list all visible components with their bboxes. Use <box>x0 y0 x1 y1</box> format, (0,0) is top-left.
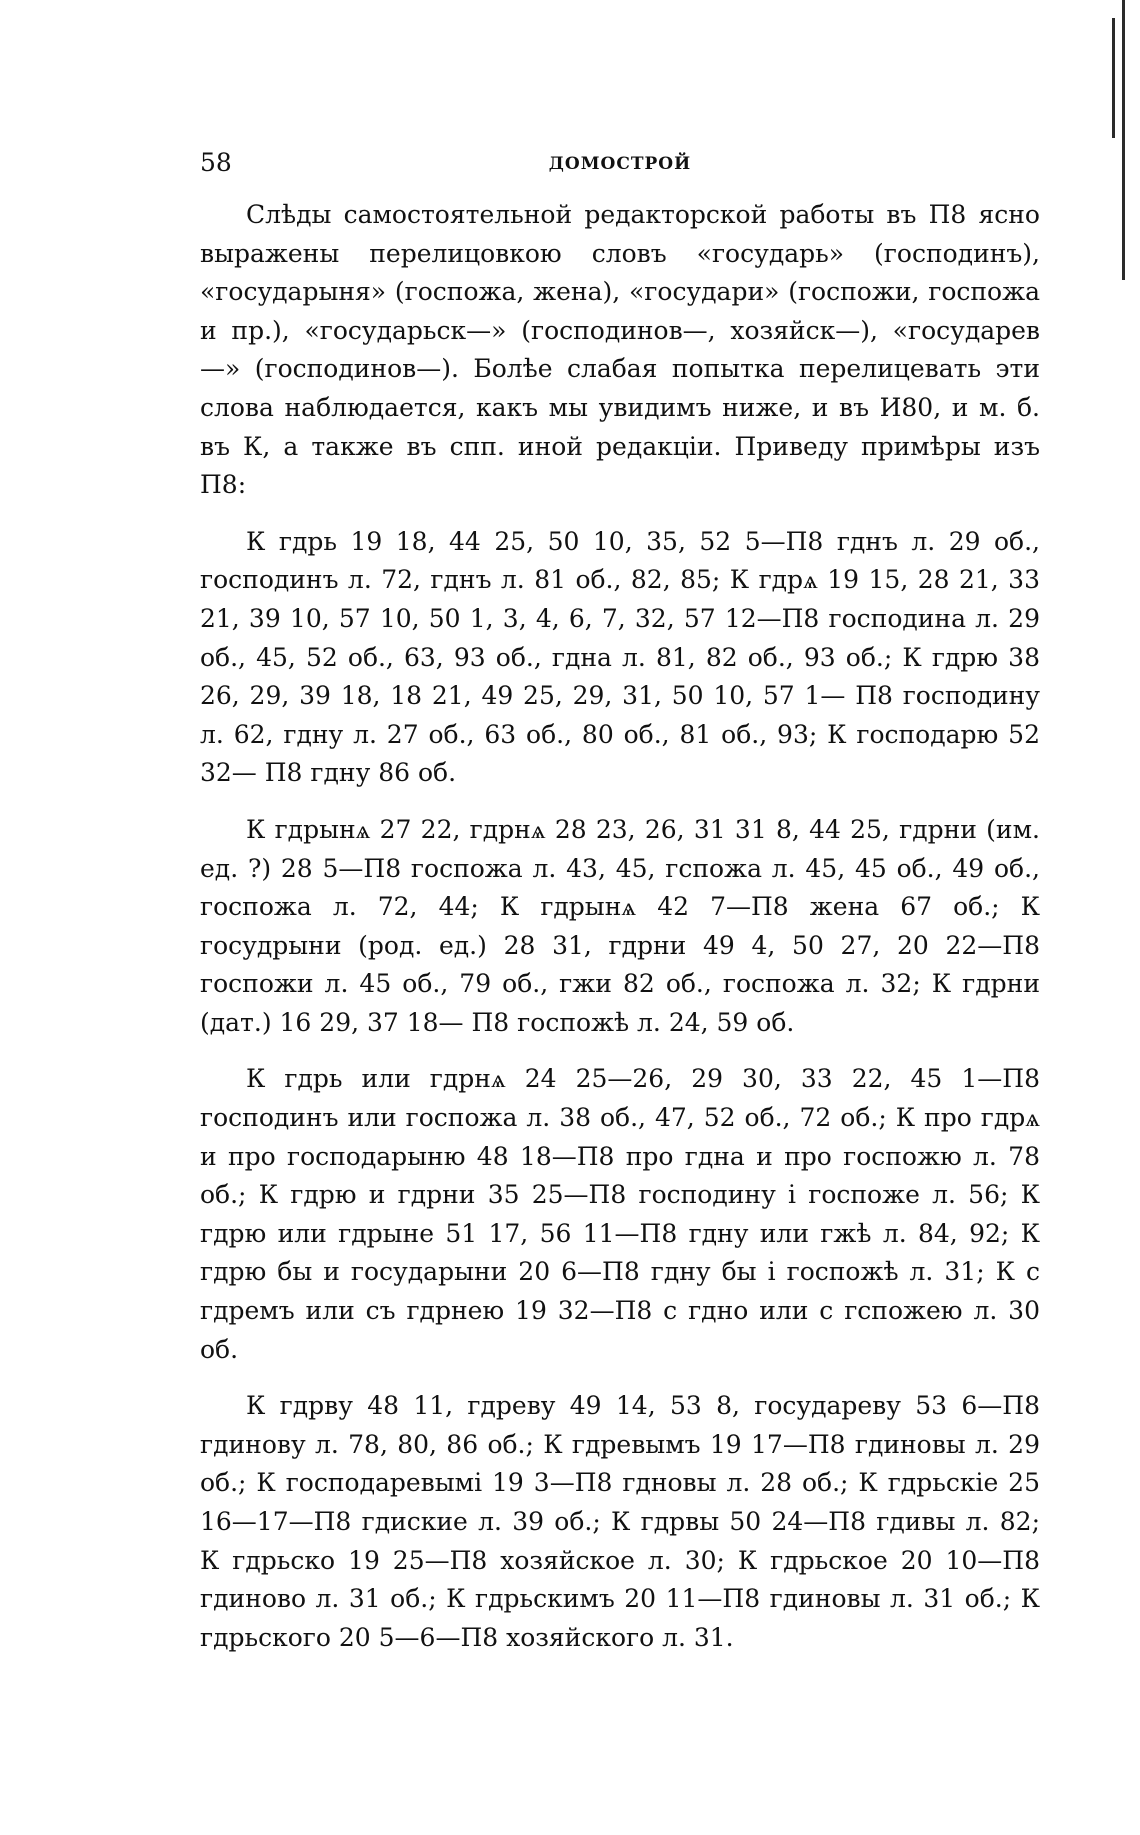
paragraph: К гдрынѧ 27 22, гдрнѧ 28 23, 26, 31 31 8, 44 25, гдрни (им. ед. ?) 28 5—П8 госпожа л. 43, 45, гспожа л. 45, 45 об., 49 об., госпожа л. 72, 44; К гдрынѧ 42 7—П8 жена 67 об.; К госудрыни (род. ед.) 28 31, гдрни 49 4, 50 27, 20 22—П8 госпожи л. 45 об., 79 об., гжи 82 об., госпожа л. 32; К гдрни (дат.) 16 29, 37 18— П8 госпожѣ л. 24, 59 об. <box>200 814 1040 1037</box>
page-number: 58 <box>200 148 232 177</box>
paragraph: К гдрь 19 18, 44 25, 50 10, 35, 52 5—П8 гднъ л. 29 об., господинъ л. 72, гднъ л. 81 об., 82, 85; К гдрѧ 19 15, 28 21, 33 21, 39 10, 57 10, 50 1, 3, 4, 6, 7, 32, 57 12—П8 господина л. 29 об., 45, 52 об., 63, 93 об., гдна л. 81, 82 об., 93 об.; К гдрю 38 26, 29, 39 18, 18 21, 49 25, 29, 31, 50 10, 57 1— П8 господину л. 62, гдну л. 27 об., 63 об., 80 об., 81 об., 93; К господарю 52 32— П8 гдну 86 об. <box>200 526 1040 788</box>
paragraph: К гдрь или гдрнѧ 24 25—26, 29 30, 33 22, 45 1—П8 господинъ или госпожа л. 38 об., 47, 52 об., 72 об.; К про гдрѧ и про господарыню 48 18—П8 про гдна и про госпожю л. 78 об.; К гдрю и гдрни 35 25—П8 господину і госпоже л. 56; К гдрю или гдрыне 51 17, 56 11—П8 гдну или гжѣ л. 84, 92; К гдрю бы и государыни 20 6—П8 гдну бы і госпожѣ л. 31; К с гдремъ или съ гдрнею 19 32—П8 с гдно или с гспожею л. 30 об. <box>200 1064 1040 1364</box>
running-title: ДОМОСТРОЙ <box>548 154 692 174</box>
paragraph: Слѣды самостоятельной редакторской работы въ П8 ясно выражены перелицовкою словъ «государь» (господинъ), «государыня» (госпожа, жена), «государи» (госпожи, госпожа и пр.), «государьск—» (господинов—, хозяйск—), «государев—» (господинов—). Болѣе слабая попытка перелицевать эти слова наблюдается, какъ мы увидимъ ниже, и въ И80, и м. б. въ К, а также въ спп. иной редакціи. Приведу примѣры изъ П8: <box>200 200 1040 500</box>
paragraph: К гдрву 48 11, гдреву 49 14, 53 8, государеву 53 6—П8 гдинову л. 78, 80, 86 об.; К гдревымъ 19 17—П8 гдиновы л. 29 об.; К господаревымі 19 3—П8 гдновы л. 28 об.; К гдрьскіе 25 16—17—П8 гдиские л. 39 об.; К гдрвы 50 24—П8 гдивы л. 82; К гдрьско 19 25—П8 хозяйское л. 30; К гдрьское 20 10—П8 гдиново л. 31 об.; К гдрьскимъ 20 11—П8 гдиновы л. 31 об.; К гдрьского 20 5—6—П8 хозяйского л. 31. <box>200 1391 1040 1652</box>
scan-border-line <box>1122 0 1125 280</box>
page-header <box>200 148 1040 188</box>
scan-border-line <box>1112 18 1115 138</box>
page-body <box>200 196 1040 1657</box>
